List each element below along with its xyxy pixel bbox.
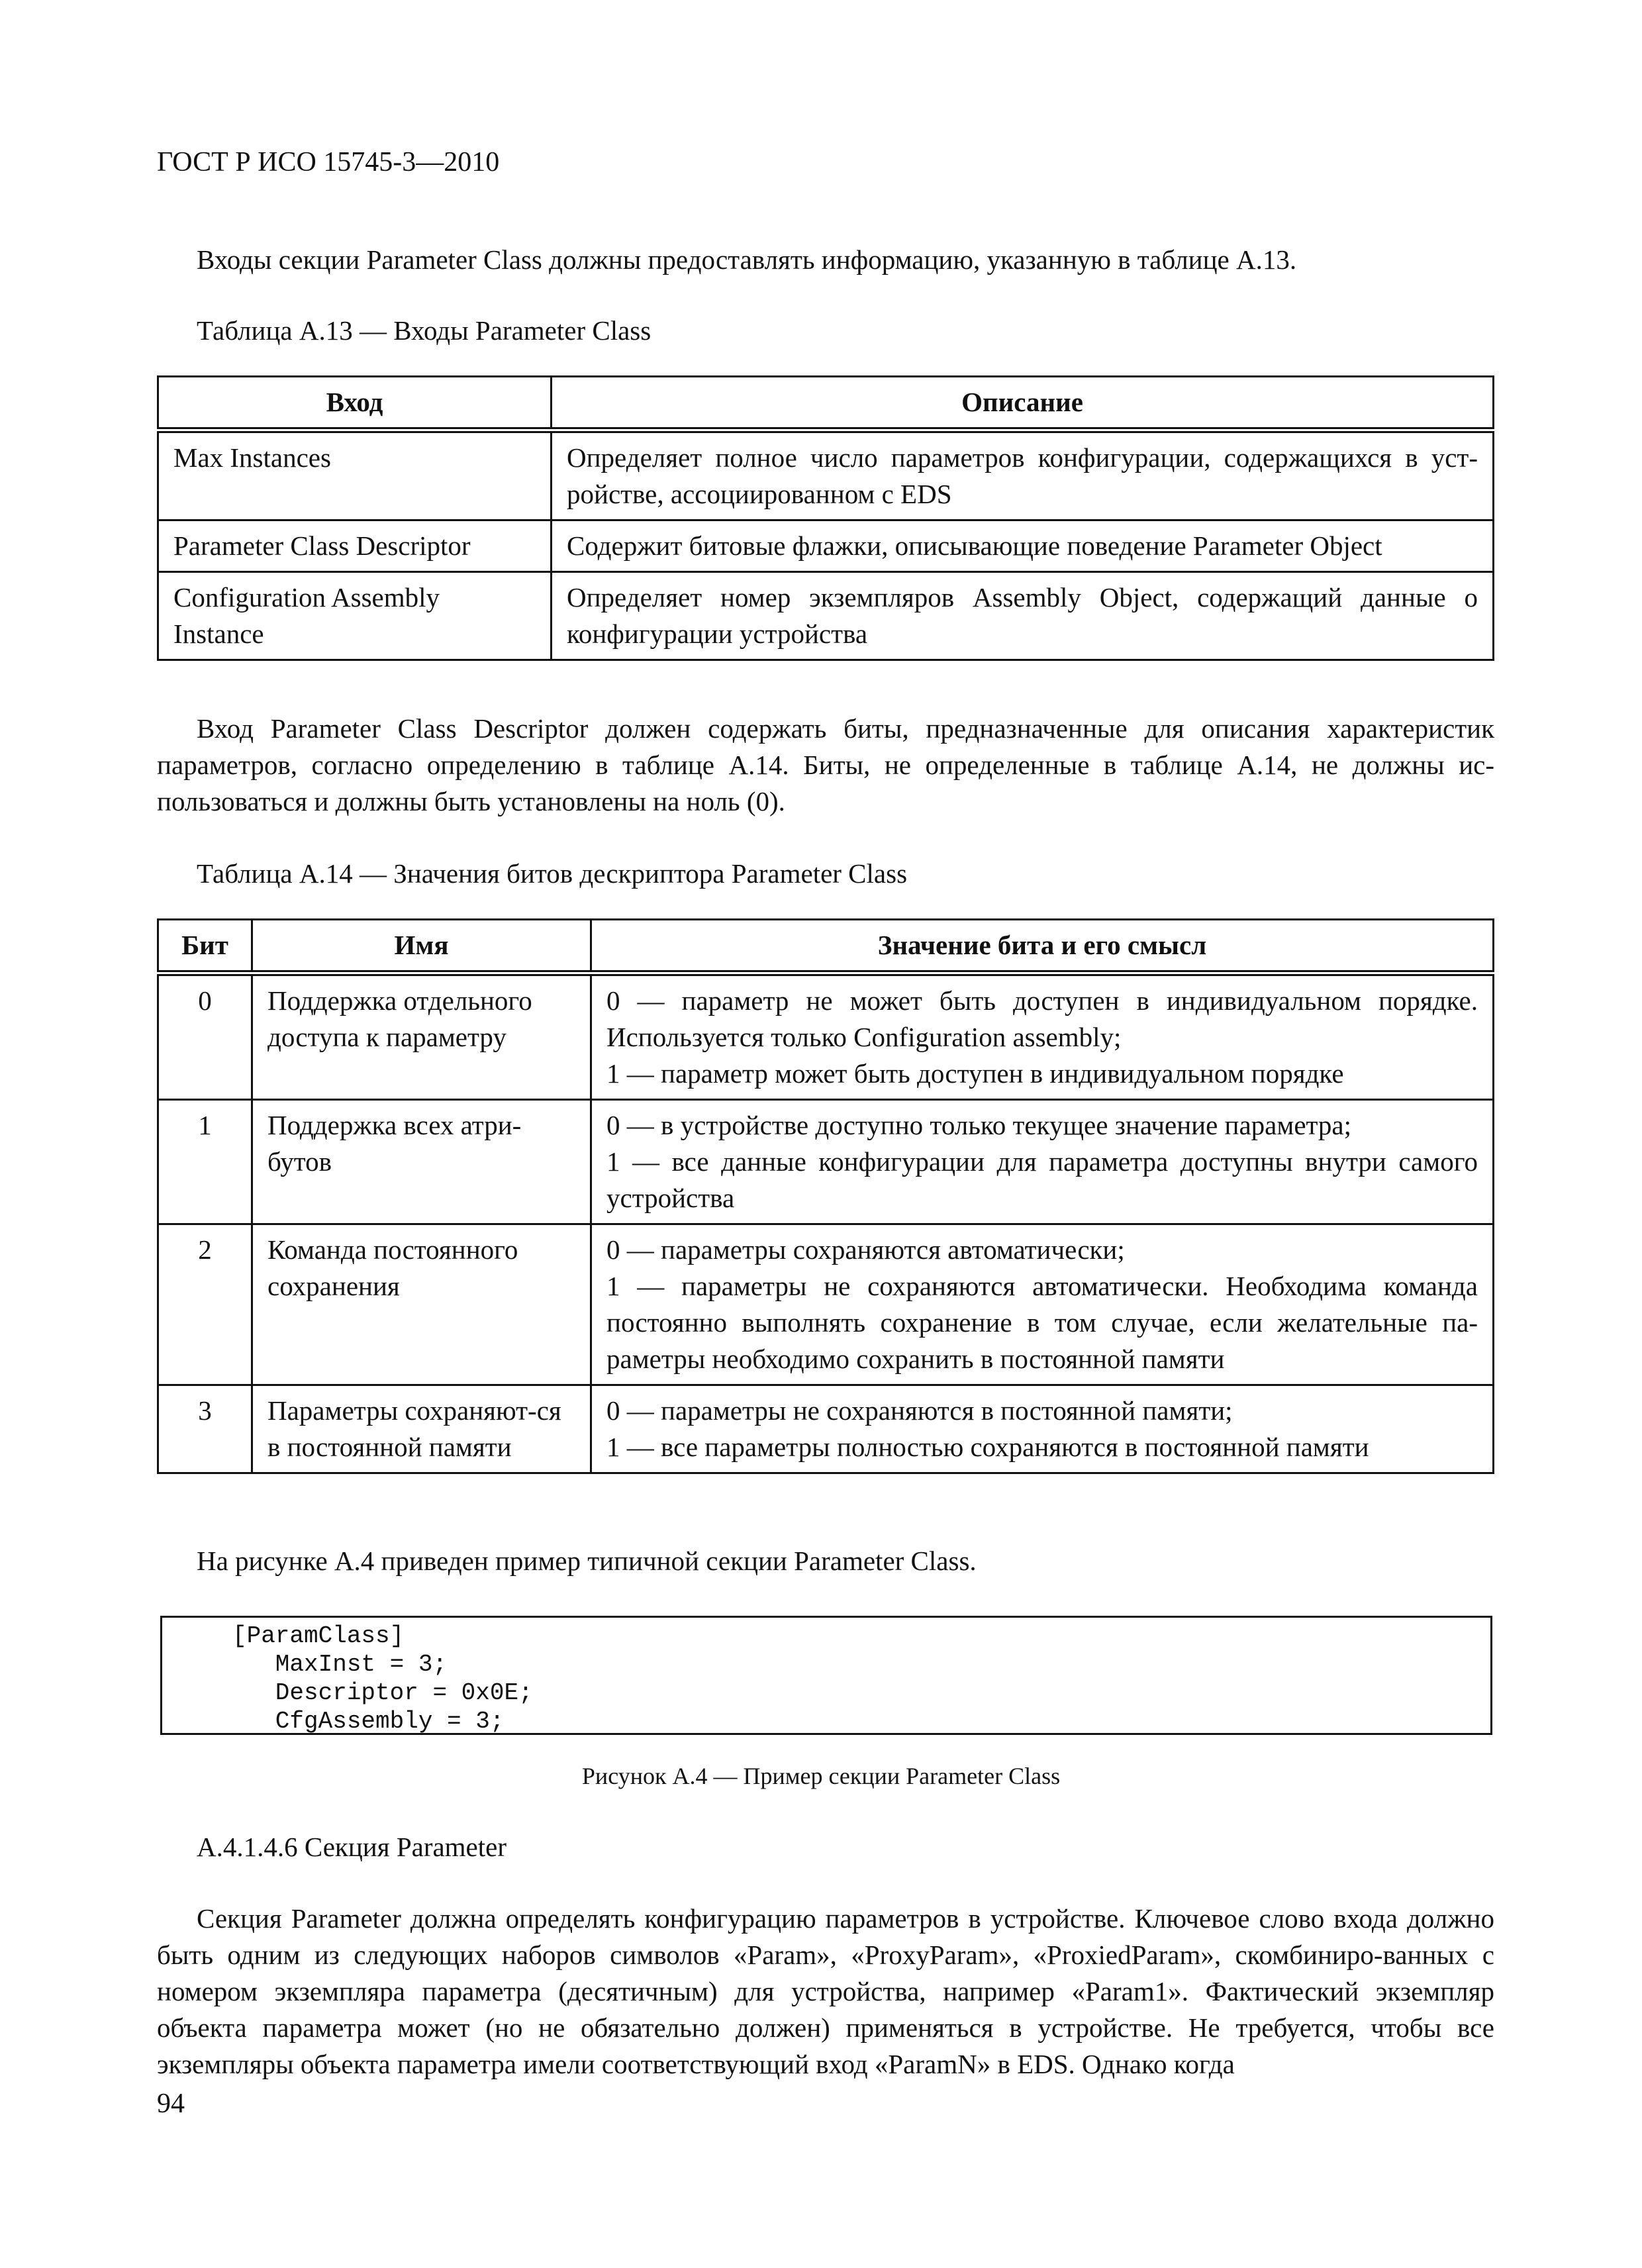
table14-cell-name: Поддержка отдельного доступа к параметру [252, 973, 591, 1100]
table-row [158, 973, 1494, 1100]
meaning-line-zero: 0 — параметры сохраняются автоматически; [606, 1234, 1125, 1265]
table13-header-description: Описание [552, 377, 1494, 430]
table14-cell-bit: 1 [158, 1100, 252, 1224]
table14-caption: Таблица А.14 — Значения битов дескриптора Parameter Class [197, 858, 908, 889]
table13-header-row [158, 377, 1494, 430]
table14-cell-meaning [591, 1385, 1494, 1473]
table13-cell-input: Parameter Class Descriptor [158, 520, 552, 572]
table14-header-name: Имя [252, 920, 591, 973]
meaning-line-zero: 0 — параметр не может быть доступен в индивидуальном порядке. Используется только Configuration assembly; [606, 985, 1478, 1052]
table14-cell-name: Команда постоянного сохранения [252, 1224, 591, 1385]
table14-cell-name: Поддержка всех атри-бутов [252, 1100, 591, 1224]
table-row [158, 1385, 1494, 1473]
table14-cell-meaning [591, 973, 1494, 1100]
document-header: ГОСТ Р ИСО 15745-3—2010 [157, 147, 500, 177]
code-line: [ParamClass] [232, 1622, 405, 1650]
table14-cell-meaning [591, 1224, 1494, 1385]
meaning-line-one: 1 — все параметры полностью сохраняются в постоянной памяти [606, 1432, 1369, 1462]
table13 [157, 375, 1494, 661]
table-row [158, 430, 1494, 520]
meaning-line-one: 1 — параметр может быть доступен в индивидуальном порядке [606, 1058, 1344, 1089]
table13-cell-description: Содержит битовые флажки, описывающие поведение Parameter Object [552, 520, 1494, 572]
table13-caption: Таблица А.13 — Входы Parameter Class [197, 315, 652, 346]
table13-header-input: Вход [158, 377, 552, 430]
table14-cell-bit: 3 [158, 1385, 252, 1473]
meaning-line-zero: 0 — параметры не сохраняются в постоянной памяти; [606, 1395, 1233, 1426]
descriptor-paragraph: Вход Parameter Class Descriptor должен содержать биты, предназначенные для описания характеристик параметров, согласно определению в таблице А.14. Биты, не определенные в таблице А.14, не должны ис-пользоваться и должны быть установлены на ноль (0). [157, 713, 1494, 816]
code-example [160, 1616, 1492, 1735]
table-row [158, 520, 1494, 572]
page-number: 94 [157, 2089, 185, 2119]
code-line: CfgAssembly = 3; [232, 1708, 505, 1735]
meaning-line-zero: 0 — в устройстве доступно только текущее значение параметра; [606, 1110, 1352, 1140]
figure-caption: Рисунок А.4 — Пример секции Parameter Class [581, 1763, 1061, 1789]
table14-header-bit: Бит [158, 920, 252, 973]
table13-cell-input: Max Instances [158, 430, 552, 520]
parameter-section-paragraph: Секция Parameter должна определять конфигурацию параметров в устройстве. Ключевое слово входа должно быть одним из следующих наборов символов «Param», «ProxyParam», «ProxiedParam», скомбиниро-ванных с номером экземпляра параметра (десятичным) для устройства, например «Param1». Фактический экземпляр объекта параметра может (но не обязательно должен) применяться в устройстве. Не требуется, чтобы все экземпляры объекта параметра имели соответствующий вход «ParamN» в EDS. Однако когда [157, 1903, 1494, 2079]
code-line: MaxInst = 3; [232, 1651, 448, 1678]
meaning-line-one: 1 — параметры не сохраняются автоматически. Необходима команда постоянно выполнять сохранение в том случае, если желательные па-раметры необходимо сохранить в постоянной памяти [606, 1271, 1478, 1374]
table13-cell-description: Определяет номер экземпляров Assembly Object, содержащий данные о конфигурации устройства [552, 572, 1494, 660]
table-row [158, 1224, 1494, 1385]
table14 [157, 918, 1494, 1474]
section-title: А.4.1.4.6 Секция Parameter [197, 1832, 507, 1862]
meaning-line-one: 1 — все данные конфигурации для параметра доступны внутри самого устройства [606, 1146, 1478, 1213]
table14-cell-meaning [591, 1100, 1494, 1224]
table13-cell-input: Configuration Assembly Instance [158, 572, 552, 660]
figure-intro-paragraph: На рисунке А.4 приведен пример типичной секции Parameter Class. [197, 1546, 977, 1576]
table14-cell-bit: 2 [158, 1224, 252, 1385]
table-row [158, 1100, 1494, 1224]
intro-paragraph: Входы секции Parameter Class должны предоставлять информацию, указанную в таблице А.13. [197, 244, 1297, 275]
table-row [158, 572, 1494, 660]
table14-cell-bit: 0 [158, 973, 252, 1100]
table14-cell-name: Параметры сохраняют-ся в постоянной памяти [252, 1385, 591, 1473]
table14-header-row [158, 920, 1494, 973]
code-line: Descriptor = 0x0E; [232, 1679, 533, 1706]
table13-cell-description: Определяет полное число параметров конфигурации, содержащихся в уст-ройстве, ассоциированном с EDS [552, 430, 1494, 520]
table14-header-meaning: Значение бита и его смысл [591, 920, 1494, 973]
